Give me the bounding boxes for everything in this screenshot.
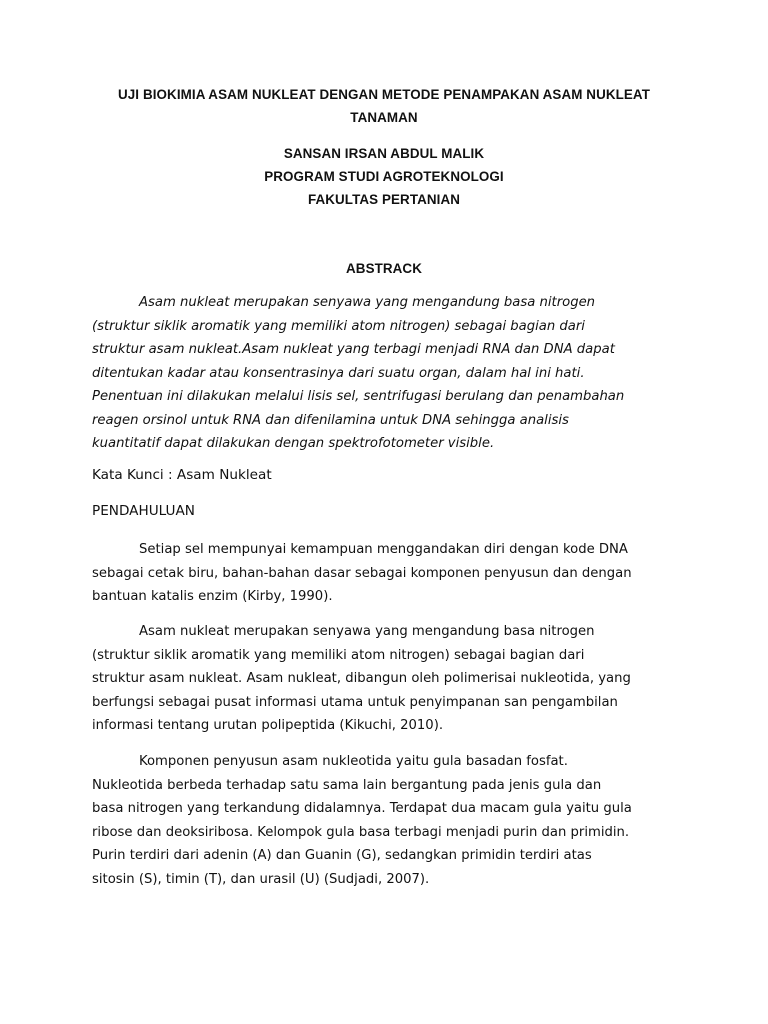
abstract-line: ditentukan kadar atau konsentrasinya dari suatu organ, dalam hal ini hati. xyxy=(92,365,585,381)
paragraph-line: basa nitrogen yang terkandung didalamnya. Terdapat dua macam gula yaitu gula xyxy=(92,801,632,816)
abstract-heading: ABSTRACK xyxy=(346,261,422,276)
paragraph-line: Nukleotida berbeda terhadap satu sama lain bergantung pada jenis gula dan xyxy=(92,777,602,793)
paragraph-1 xyxy=(92,538,680,609)
paragraph-line: Komponen penyusun asam nukleotida yaitu gula basadan fosfat. xyxy=(139,754,568,769)
abstract-body xyxy=(92,291,680,456)
paragraph-line: sebagai cetak biru, bahan-bahan dasar sebagai komponen penyusun dan dengan xyxy=(92,565,632,581)
study-program: PROGRAM STUDI AGROTEKNOLOGI xyxy=(264,169,504,184)
section-heading-pendahuluan: PENDAHULUAN xyxy=(92,503,195,519)
abstract-line: kuantitatif dapat dilakukan dengan spektrofotometer visible. xyxy=(92,436,495,451)
paragraph-line: berfungsi sebagai pusat informasi utama untuk penyimpanan san pengambilan xyxy=(92,694,618,710)
paragraph-line: informasi tentang urutan polipeptida (Kikuchi, 2010). xyxy=(92,718,444,733)
faculty-name: FAKULTAS PERTANIAN xyxy=(307,192,461,207)
document-title-line-1: UJI BIOKIMIA ASAM NUKLEAT DENGAN METODE PENAMPAKAN ASAM NUKLEAT xyxy=(117,87,650,102)
abstract-line: (struktur siklik aromatik yang memiliki atom nitrogen) sebagai bagian dari xyxy=(92,318,585,334)
paragraph-line: bantuan katalis enzim (Kirby, 1990). xyxy=(92,589,333,604)
paragraph-line: sitosin (S), timin (T), dan urasil (U) (Sudjadi, 2007). xyxy=(92,871,430,887)
abstract-line: Asam nukleat merupakan senyawa yang mengandung basa nitrogen xyxy=(139,295,596,310)
paragraph-line: Asam nukleat merupakan senyawa yang mengandung basa nitrogen xyxy=(139,624,595,639)
abstract-line: Penentuan ini dilakukan melalui lisis sel, sentrifugasi berulang dan penambahan xyxy=(92,389,625,404)
abstract-line: reagen orsinol untuk RNA dan difenilamina untuk DNA sehingga analisis xyxy=(92,412,569,428)
author-name: SANSAN IRSAN ABDUL MALIK xyxy=(283,146,485,161)
keywords-line: Kata Kunci : Asam Nukleat xyxy=(92,467,272,483)
paragraph-line: struktur asam nukleat. Asam nukleat, dibangun oleh polimerisai nukleotida, yang xyxy=(92,671,631,686)
paragraph-line: Purin terdiri dari adenin (A) dan Guanin (G), sedangkan primidin terdiri atas xyxy=(92,848,592,863)
paragraph-line: (struktur siklik aromatik yang memiliki atom nitrogen) sebagai bagian dari xyxy=(92,647,585,663)
paragraph-line: ribose dan deoksiribosa. Kelompok gula basa terbagi menjadi purin dan primidin. xyxy=(92,824,630,840)
document-title-line-2: TANAMAN xyxy=(350,110,418,125)
paragraph-line: Setiap sel mempunyai kemampuan menggandakan diri dengan kode DNA xyxy=(139,542,628,557)
abstract-line: struktur asam nukleat.Asam nukleat yang terbagi menjadi RNA dan DNA dapat xyxy=(92,342,615,357)
paragraph-2 xyxy=(92,620,680,738)
paragraph-3 xyxy=(92,750,680,891)
